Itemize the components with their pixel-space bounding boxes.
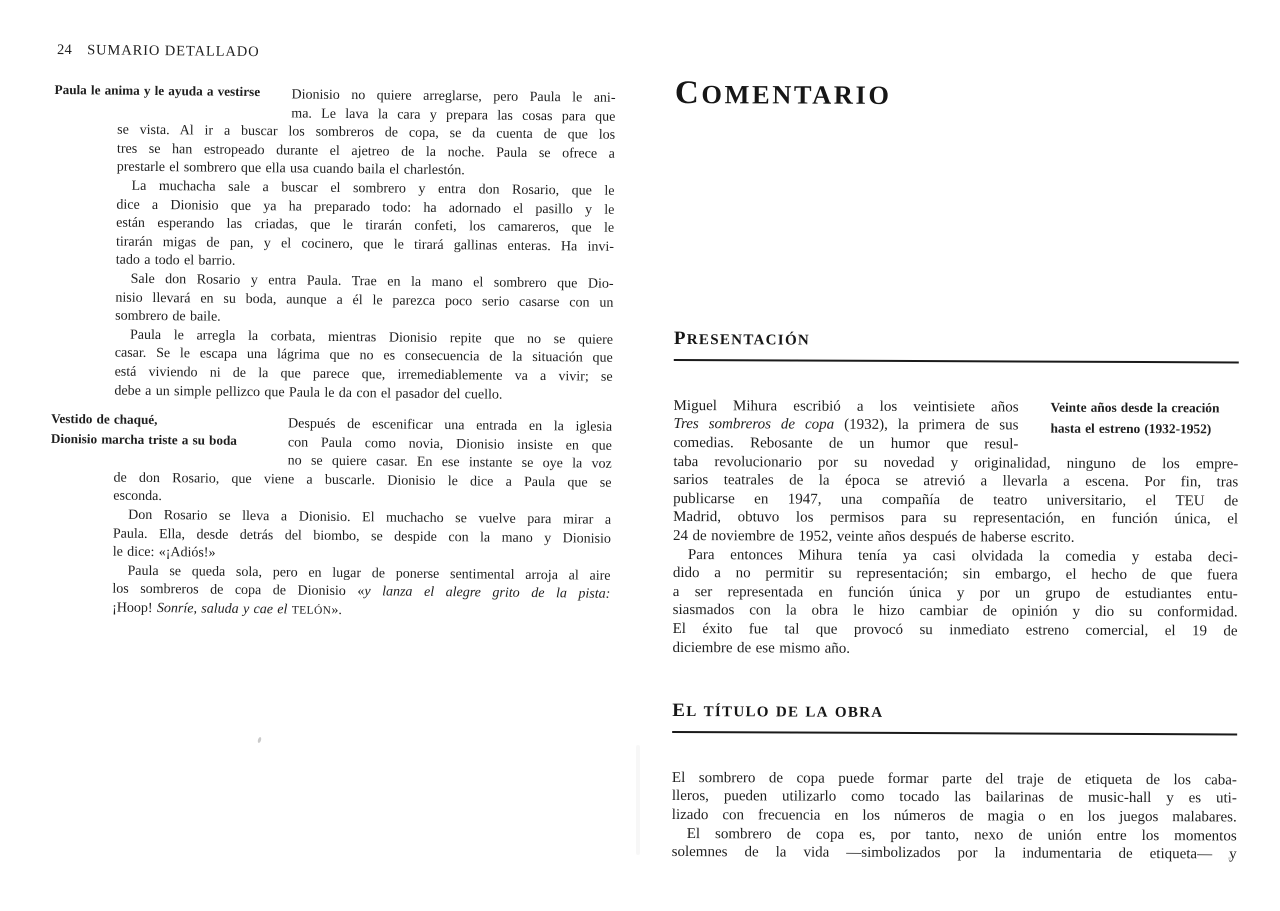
text-line: El éxito fue tal que provocó su inmediato estreno comercial, el 19 de xyxy=(672,620,1238,640)
text-line: ma. Le lava la cara y prepara las cosas para que xyxy=(291,106,616,125)
text-run: (1932), la primera de sus xyxy=(834,417,1019,434)
italic-run: y lanza el alegre grito de la pista: xyxy=(364,584,611,603)
text-run: ¡Hoop! xyxy=(112,600,158,617)
text-line: esconda. xyxy=(113,489,162,505)
italic-run: Tres sombreros de copa xyxy=(673,416,835,434)
left-text-column xyxy=(50,81,616,624)
text-line: está viviendo ni de la que parece que, irremediablemente va a vivir; se xyxy=(114,364,613,385)
section-heading: EL TÍTULO DE LA OBRA xyxy=(672,700,1237,735)
text-line: Paula. Ella, desde detrás del biombo, se despide con la mano y Dionisio xyxy=(112,526,611,547)
text-line: tirarán migas de pan, y el cocinero, que le tirará gallinas enteras. Ha invi- xyxy=(115,234,615,255)
text-line: Madrid, obtuvo los permisos para su representación, en función única, el xyxy=(673,509,1239,528)
text-run: los sombreros de copa de Dionisio « xyxy=(112,582,365,600)
body-paragraph xyxy=(672,825,1237,865)
text-line: sarios teatrales de la época se atrevió a llevarla a escena. Por fin, tras xyxy=(673,472,1239,491)
body-paragraph xyxy=(115,271,614,332)
body-paragraph xyxy=(112,562,611,623)
text-line: Después de escenificar una entrada en la iglesia xyxy=(288,416,613,435)
margin-note-line: Paula le anima y le ayuda a vestirse xyxy=(54,81,261,100)
text-line: comedias. Rebosante de un humor que resul- xyxy=(673,434,1019,453)
italic-run: Sonríe, saluda y cae el xyxy=(156,601,292,618)
text-line: Paula se queda sola, pero en lugar de ponerse sentimental arroja al aire xyxy=(127,563,611,584)
body-paragraph xyxy=(113,507,612,568)
body-paragraph xyxy=(114,326,613,406)
text-line: nisio llevará en su boda, aunque a él le parezca poco serio casarse con un xyxy=(115,290,614,311)
section-paragraphs xyxy=(672,397,1238,660)
margin-note xyxy=(1050,396,1219,439)
text-line: Don Rosario se lleva a Dionisio. El muchacho se vuelve para mirar a xyxy=(128,507,612,528)
margin-note-line: Veinte años desde la creación xyxy=(1050,399,1220,416)
page-number: 24 xyxy=(56,41,73,59)
body-paragraph xyxy=(672,769,1237,827)
page-right xyxy=(648,0,1280,905)
chapter-title: COMENTARIO xyxy=(674,74,892,112)
body-paragraph xyxy=(672,546,1237,660)
text-line: 24 de noviembre de 1952, veinte años después de haberse escrito. xyxy=(672,527,1075,546)
text-line: sombrero de baile. xyxy=(115,308,221,325)
page-right-content xyxy=(644,0,1280,908)
text-line: de don Rosario, que viene a buscarle. Dionisio le dice a Paula que se xyxy=(113,470,612,491)
text-line: taba revolucionario por su novedad y originalidad, ninguno de los empre- xyxy=(673,453,1239,473)
margin-note xyxy=(54,80,260,102)
text-line: dice a Dionisio que ya ha preparado todo: ha adornado el pasillo y le xyxy=(116,197,615,218)
text-line: están esperando las criadas, que le tirarán confeti, los camareros, que le xyxy=(116,215,615,236)
text-line: solemnes de la vida —simbolizados por la indumentaria de etiqueta— y xyxy=(671,844,1237,863)
section-paragraphs xyxy=(672,769,1237,864)
text-line: El sombrero de copa es, por tanto, nexo de unión entre los momentos xyxy=(686,825,1237,845)
text-line: Miguel Mihura escribió a los veintisiete años xyxy=(673,397,1019,416)
text-line: Para entonces Mihura tenía ya casi olvidada la comedia y estaba deci- xyxy=(687,546,1238,565)
margin-note xyxy=(51,409,237,450)
section-heading: PRESENTACIÓN xyxy=(674,328,1239,363)
text-line: La muchacha sale a buscar el sombrero y entra don Rosario, que le xyxy=(131,178,615,199)
text-line: siasmados con la obra le hizo cambiar de opinión y dio su conformidad. xyxy=(672,602,1238,621)
running-title: SUMARIO DETALLADO xyxy=(87,42,260,61)
text-line: le dice: «¡Adiós!» xyxy=(112,544,216,561)
text-line: no se quiere casar. En ese instante se oye la voz xyxy=(287,453,612,473)
text-line: lizado con frecuencia en los números de magia o en los juegos malabares. xyxy=(671,806,1237,826)
margin-note-line: hasta el estreno (1932-1952) xyxy=(1050,420,1212,437)
body-paragraph xyxy=(50,411,613,512)
text-line: Sale don Rosario y entra Paula. Trae en la mano el sombrero que Dio- xyxy=(130,271,614,292)
section xyxy=(672,700,1238,864)
scan-smudge xyxy=(636,745,640,855)
text-line: tado a todo el barrio. xyxy=(115,252,236,270)
text-run: ». xyxy=(331,602,342,619)
text-line: publicarse en 1947, una compañía de teatro universitario, el TEU de xyxy=(673,490,1239,510)
scan-speck xyxy=(1228,857,1231,860)
text-line: Dionisio no quiere arreglarse, pero Paula le ani- xyxy=(291,87,616,106)
section xyxy=(672,328,1238,660)
body-paragraph xyxy=(116,178,615,276)
text-line: diciembre de ese mismo año. xyxy=(672,639,851,657)
text-line: dido a no permitir su representación; sin embargo, el hecho de que fuera xyxy=(672,565,1238,584)
text-line: El sombrero de copa puede formar parte del traje de etiqueta de los caba- xyxy=(671,769,1237,789)
text-line: prestarle el sombrero que ella usa cuando baila el charlestón. xyxy=(116,159,465,179)
text-line: casar. Se le escapa una lágrima que no es consecuencia de la situación que xyxy=(114,345,613,367)
text-line: debe a un simple pellizco que Paula le da con el pasador del cuello. xyxy=(114,383,503,403)
smallcaps-run: TELÓN xyxy=(291,604,332,617)
text-line: Paula le arregla la corbata, mientras Dionisio repite que no se quiere xyxy=(129,327,614,348)
body-paragraph xyxy=(673,397,1239,548)
text-line: lleros, pueden utilizarlo como tocado las bailarinas de music-hall y es uti- xyxy=(671,788,1237,807)
body-paragraph xyxy=(54,81,616,183)
text-line: con Paula como novia, Dionisio insiste en que xyxy=(287,435,612,454)
margin-note-line: Vestido de chaqué, xyxy=(51,411,158,428)
text-line: tres se han estropeado durante el ajetreo de la noche. Paula se ofrece a xyxy=(116,141,616,162)
margin-note-line: Dionisio marcha triste a su boda xyxy=(50,430,238,448)
text-line: a ser representada en función única y por un grupo de estudiantes entu- xyxy=(672,583,1238,603)
running-head xyxy=(57,42,260,61)
text-line: se vista. Al ir a buscar los sombreros de copa, se da cuenta de que los xyxy=(117,122,616,144)
